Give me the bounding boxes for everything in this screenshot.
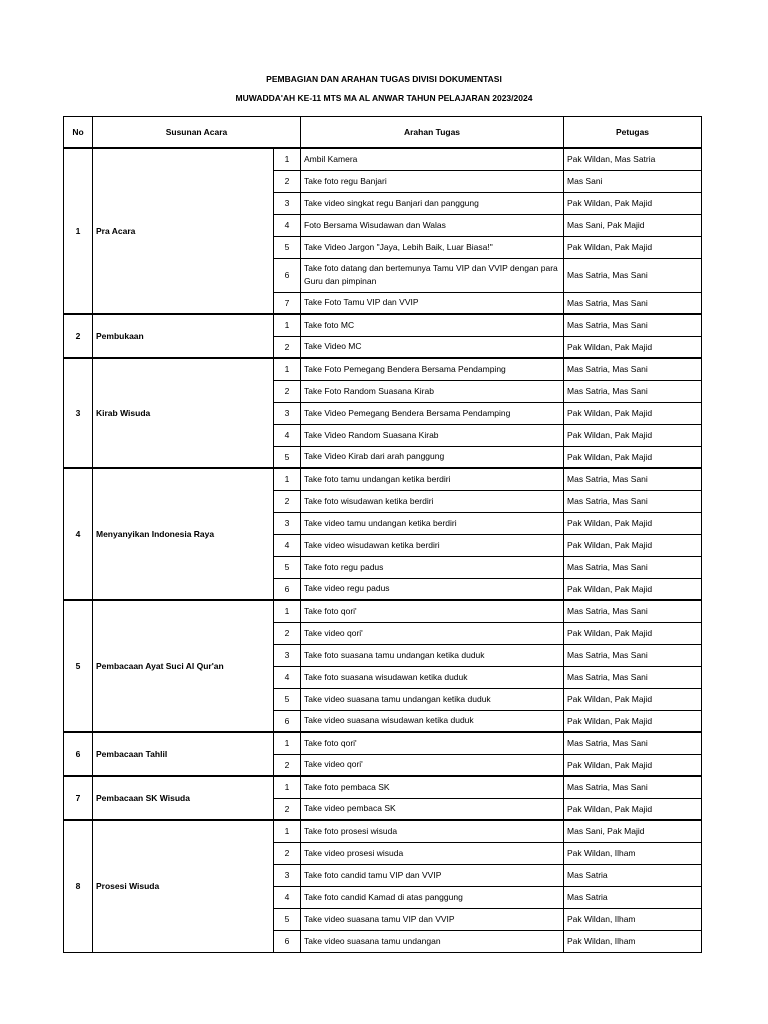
task-description: Take foto tamu undangan ketika berdiri [301,468,564,490]
task-number: 3 [274,512,301,534]
task-description: Take Foto Random Suasana Kirab [301,380,564,402]
task-number: 1 [274,776,301,798]
table-header-row [64,117,702,149]
header-arahan-tugas: Arahan Tugas [301,117,564,149]
task-officer: Mas Satria, Mas Sani [564,600,702,622]
agenda-name: Menyanyikan Indonesia Raya [93,468,274,600]
task-officer: Pak Wildan, Ilham [564,842,702,864]
agenda-group [64,820,702,952]
agenda-name: Kirab Wisuda [93,358,274,468]
agenda-group [64,600,702,732]
task-officer: Mas Satria, Mas Sani [564,468,702,490]
task-officer: Pak Wildan, Mas Satria [564,148,702,170]
task-description: Take video suasana tamu undangan [301,930,564,952]
agenda-name: Pra Acara [93,148,274,314]
task-number: 6 [274,258,301,292]
agenda-name: Pembukaan [93,314,274,358]
group-number: 4 [64,468,93,600]
task-description: Ambil Kamera [301,148,564,170]
task-number: 1 [274,820,301,842]
task-description: Take video suasana tamu undangan ketika duduk [301,688,564,710]
task-description: Take foto qori' [301,732,564,754]
agenda-group [64,314,702,358]
task-officer: Pak Wildan, Pak Majid [564,236,702,258]
task-description: Take foto suasana tamu undangan ketika duduk [301,644,564,666]
task-description: Take foto wisudawan ketika berdiri [301,490,564,512]
task-officer: Pak Wildan, Pak Majid [564,534,702,556]
task-description: Take video qori' [301,622,564,644]
task-number: 5 [274,688,301,710]
task-number: 2 [274,842,301,864]
task-officer: Pak Wildan, Pak Majid [564,192,702,214]
task-number: 4 [274,534,301,556]
task-officer: Mas Satria, Mas Sani [564,258,702,292]
group-number: 8 [64,820,93,952]
task-description: Take foto pembaca SK [301,776,564,798]
task-officer: Mas Sani, Pak Majid [564,214,702,236]
task-number: 1 [274,148,301,170]
group-number: 5 [64,600,93,732]
table-row [64,732,702,754]
task-number: 1 [274,600,301,622]
task-officer: Mas Satria, Mas Sani [564,380,702,402]
table-row [64,358,702,380]
task-description: Take Video Jargon "Jaya, Lebih Baik, Luar Biasa!" [301,236,564,258]
table-row [64,820,702,842]
task-description: Take Foto Tamu VIP dan VVIP [301,292,564,314]
task-officer: Pak Wildan, Pak Majid [564,622,702,644]
task-officer: Mas Satria, Mas Sani [564,358,702,380]
group-number: 1 [64,148,93,314]
task-description: Take Video Kirab dari arah panggung [301,446,564,468]
task-officer: Pak Wildan, Pak Majid [564,424,702,446]
task-number: 2 [274,336,301,358]
task-officer: Pak Wildan, Pak Majid [564,754,702,776]
task-number: 3 [274,864,301,886]
task-number: 1 [274,358,301,380]
task-description: Take foto datang dan bertemunya Tamu VIP dan VVIP dengan para Guru dan pimpinan [301,258,564,292]
task-description: Take video suasana wisudawan ketika duduk [301,710,564,732]
task-officer: Mas Satria, Mas Sani [564,644,702,666]
task-officer: Pak Wildan, Pak Majid [564,402,702,424]
task-number: 4 [274,424,301,446]
task-number: 5 [274,236,301,258]
task-number: 4 [274,214,301,236]
group-number: 6 [64,732,93,776]
task-officer: Mas Satria, Mas Sani [564,556,702,578]
agenda-group [64,776,702,820]
task-number: 5 [274,556,301,578]
task-description: Take video wisudawan ketika berdiri [301,534,564,556]
task-officer: Mas Sani, Pak Majid [564,820,702,842]
agenda-group [64,358,702,468]
document-subtitle: MUWADDA'AH KE-11 MTS MA AL ANWAR TAHUN PELAJARAN 2023/2024 [235,93,533,103]
task-officer: Pak Wildan, Pak Majid [564,512,702,534]
header-petugas: Petugas [564,117,702,149]
task-description: Take video prosesi wisuda [301,842,564,864]
table-row [64,600,702,622]
task-description: Take foto candid tamu VIP dan VVIP [301,864,564,886]
task-description: Take foto suasana wisudawan ketika duduk [301,666,564,688]
task-officer: Mas Satria, Mas Sani [564,490,702,512]
task-description: Take Foto Pemegang Bendera Bersama Pendamping [301,358,564,380]
table-row [64,776,702,798]
task-officer: Mas Satria [564,864,702,886]
table-row [64,314,702,336]
group-number: 2 [64,314,93,358]
task-officer: Mas Satria, Mas Sani [564,776,702,798]
task-description: Take video singkat regu Banjari dan panggung [301,192,564,214]
task-officer: Pak Wildan, Pak Majid [564,446,702,468]
task-officer: Pak Wildan, Ilham [564,930,702,952]
task-officer: Pak Wildan, Pak Majid [564,710,702,732]
task-officer: Mas Satria, Mas Sani [564,666,702,688]
task-description: Take video suasana tamu VIP dan VVIP [301,908,564,930]
agenda-name: Prosesi Wisuda [93,820,274,952]
agenda-name: Pembacaan Tahlil [93,732,274,776]
task-number: 3 [274,402,301,424]
agenda-name: Pembacaan SK Wisuda [93,776,274,820]
task-officer: Mas Satria, Mas Sani [564,314,702,336]
task-number: 4 [274,886,301,908]
task-description: Take foto regu Banjari [301,170,564,192]
task-number: 7 [274,292,301,314]
task-officer: Mas Sani [564,170,702,192]
task-number: 5 [274,446,301,468]
task-officer: Mas Satria, Mas Sani [564,292,702,314]
task-number: 1 [274,732,301,754]
task-description: Take video regu padus [301,578,564,600]
task-description: Take Video Pemegang Bendera Bersama Pendamping [301,402,564,424]
task-description: Take foto candid Kamad di atas panggung [301,886,564,908]
task-description: Take video tamu undangan ketika berdiri [301,512,564,534]
task-number: 6 [274,930,301,952]
table-row [64,468,702,490]
task-number: 3 [274,192,301,214]
task-officer: Pak Wildan, Ilham [564,908,702,930]
task-description: Take foto regu padus [301,556,564,578]
task-number: 4 [274,666,301,688]
task-number: 2 [274,170,301,192]
agenda-group [64,732,702,776]
header-no: No [64,117,93,149]
document-title-block [0,70,768,108]
task-officer: Mas Satria, Mas Sani [564,732,702,754]
task-description: Take Video Random Suasana Kirab [301,424,564,446]
table-row [64,148,702,170]
document-title: PEMBAGIAN DAN ARAHAN TUGAS DIVISI DOKUMENTASI [266,74,502,84]
task-number: 1 [274,314,301,336]
task-description: Take Video MC [301,336,564,358]
task-assignment-table [63,116,702,953]
task-number: 1 [274,468,301,490]
group-number: 7 [64,776,93,820]
task-officer: Pak Wildan, Pak Majid [564,688,702,710]
agenda-name: Pembacaan Ayat Suci Al Qur'an [93,600,274,732]
task-number: 5 [274,908,301,930]
task-number: 2 [274,798,301,820]
task-number: 3 [274,644,301,666]
task-description: Take video pembaca SK [301,798,564,820]
task-number: 2 [274,380,301,402]
agenda-group [64,148,702,314]
task-number: 2 [274,490,301,512]
task-officer: Pak Wildan, Pak Majid [564,798,702,820]
task-description: Take video qori' [301,754,564,776]
task-officer: Mas Satria [564,886,702,908]
task-description: Take foto prosesi wisuda [301,820,564,842]
task-number: 2 [274,622,301,644]
task-number: 6 [274,578,301,600]
task-number: 2 [274,754,301,776]
task-officer: Pak Wildan, Pak Majid [564,336,702,358]
task-description: Take foto MC [301,314,564,336]
header-susunan-acara: Susunan Acara [93,117,301,149]
task-number: 6 [274,710,301,732]
task-description: Take foto qori' [301,600,564,622]
task-officer: Pak Wildan, Pak Majid [564,578,702,600]
group-number: 3 [64,358,93,468]
task-description: Foto Bersama Wisudawan dan Walas [301,214,564,236]
agenda-group [64,468,702,600]
